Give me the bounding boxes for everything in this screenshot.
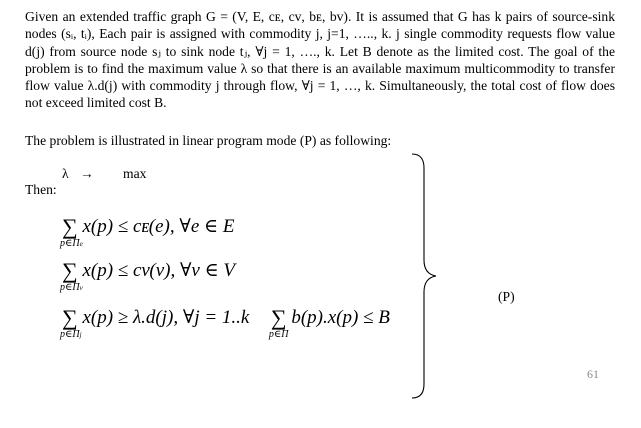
objective-arrow: → (80, 166, 94, 181)
constraint-edge-capacity (60, 214, 235, 249)
cost-expression: b(p).x(p) ≤ B (291, 307, 390, 328)
page-number: 61 (587, 367, 599, 381)
constraint-demand-and-cost (60, 305, 390, 340)
right-brace (410, 152, 440, 400)
then-label: Then: (25, 182, 57, 197)
objective-line (62, 166, 146, 182)
summation-1 (60, 214, 83, 249)
sigma-symbol: ∑ (62, 258, 78, 283)
summation-2 (60, 258, 83, 293)
problem-description: Given an extended traffic graph G = (V, E, cᴇ, cᴠ, bᴇ, bᴠ). It is assumed that G has k pairs of source-sink nodes (sᵢ, tᵢ), Each pair is assigned with commodity j, j=1, ….., k. j single commodity requests flow value d(j) from source node sⱼ to sink node tⱼ, ∀j = 1, …., k. Let B denote as the limited cost. The goal of the problem is to find the maximum value λ so that there is an available maximum multicommodity to transfer flow value λ.d(j) with commodity j through flow, ∀j = 1, …, k. Simultaneously, the total cost of flow does not exceed limited cost B. (25, 9, 615, 111)
constraint-expression: x(p) ≤ cᴇ(e), ∀e ∈ E (82, 216, 235, 237)
objective-lambda: λ (62, 166, 69, 181)
sigma-symbol: ∑ (62, 214, 78, 239)
sigma-symbol: ∑ (62, 305, 78, 330)
summation-subscript: p∈Πj (60, 329, 82, 340)
objective-max: max (123, 166, 147, 181)
summation-4 (268, 305, 289, 340)
program-label: (P) (498, 289, 515, 304)
summation-subscript: p∈Πe (60, 238, 83, 249)
summation-subscript: p∈Π (268, 329, 289, 340)
summation-subscript: p∈Πv (60, 282, 83, 293)
constraint-node-capacity (60, 258, 236, 293)
program-intro: The problem is illustrated in linear program mode (P) as following: (25, 133, 392, 148)
constraint-expression: x(p) ≥ λ.d(j), ∀j = 1..k (82, 307, 250, 328)
constraint-expression: x(p) ≤ cᴠ(v), ∀v ∈ V (82, 260, 236, 281)
summation-3 (60, 305, 82, 340)
sigma-symbol: ∑ (270, 305, 287, 330)
